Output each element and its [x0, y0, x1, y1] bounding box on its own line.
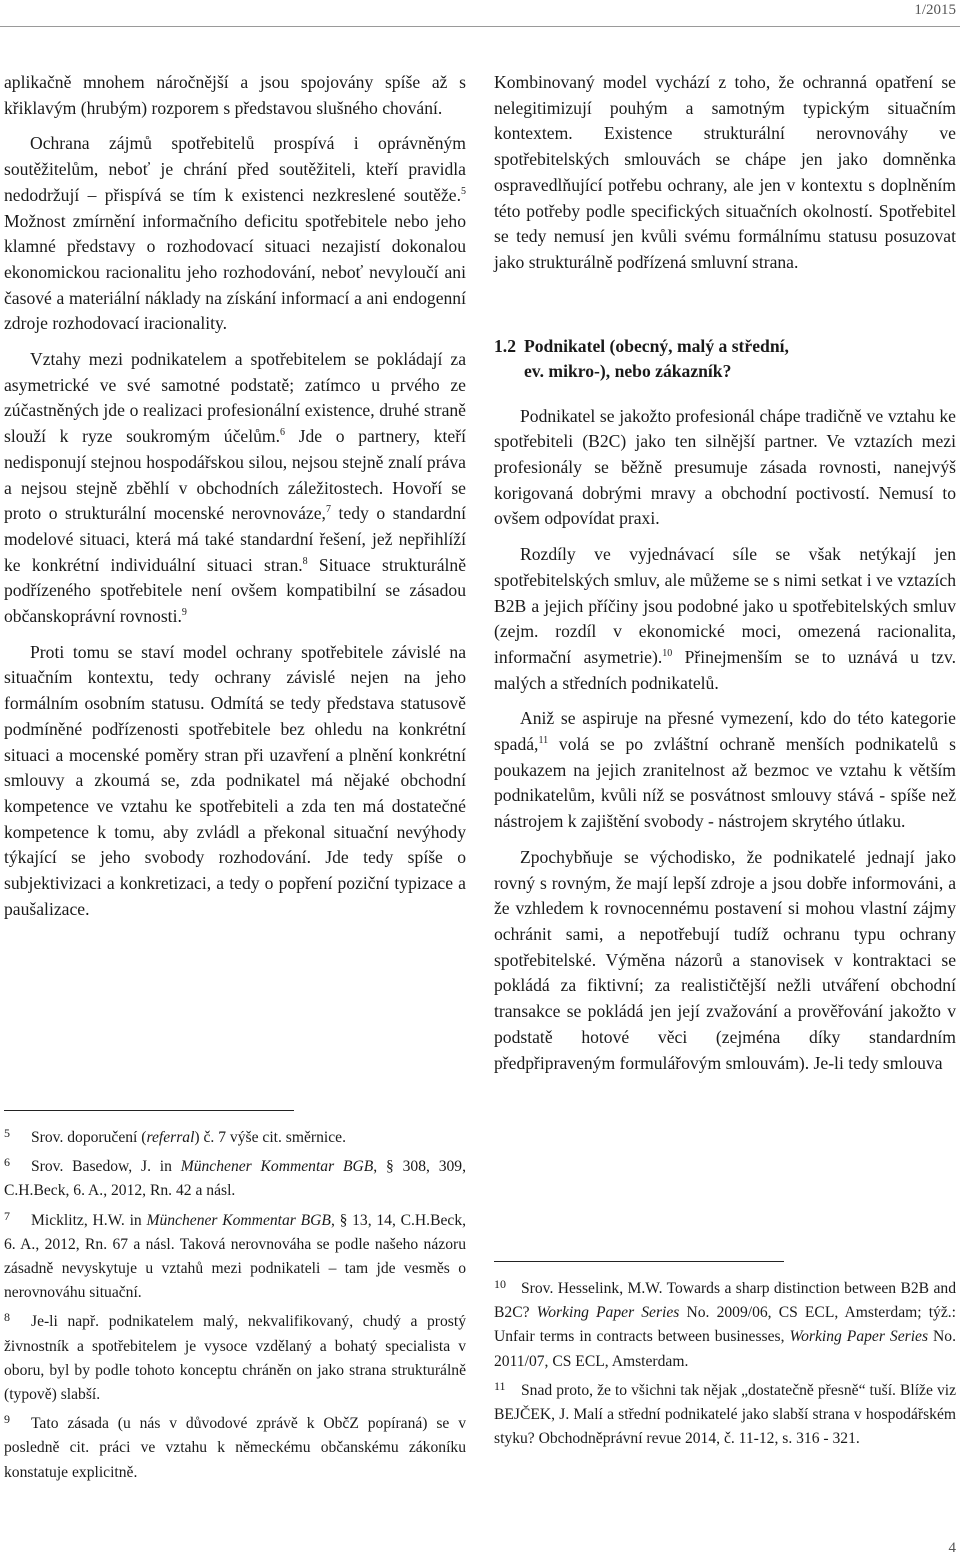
footnote-ref[interactable]: 11	[538, 735, 549, 747]
footnote-text: ) č. 7 výše cit. směrnice.	[194, 1129, 346, 1146]
header-rule	[0, 26, 960, 27]
paragraph-text: Proti tomu se staví model ochrany spotřebitele závislé na situačním kontextu, tedy ochrany závislé nejen na jeho formálním osobním statusu. Odmítá se tedy představa statusově podmíněné podřízenosti spotřebitele bez ohledu na konkrétní situaci a mocenské poměry stran při uzavření a plnění konkrétní smlouvy a zkoumá se, zda podnikatel má nějaké obchodní kompetence ve vztahu ke spotřebiteli a zda ten má dostatečné kompetence k tomu, aby zvládl a překonal situační nevýhody týkající se jeho svobody rozhodování. Jde tedy spíše o subjektivizaci a konkretizaci, a tedy o popření poziční typizace a paušalizace.	[4, 641, 466, 919]
paragraph-text: aplikačně mnohem náročnější a jsou spojovány spíše až s křiklavým (hrubým) rozporem s představou slušného chování.	[4, 72, 466, 118]
footnote-text: Working Paper Series	[536, 1304, 680, 1322]
issue-label: 1/2015	[914, 2, 956, 18]
footnote-text: Srov. doporučení (	[31, 1129, 147, 1146]
footnote	[4, 1121, 466, 1150]
footnote-text: No. 2011/07, CS ECL, Amsterdam.	[494, 1328, 956, 1370]
footnote-text: , § 308, 309, C.H.Beck, 6. A., 2012, Rn. 42 a násl.	[4, 1158, 466, 1200]
section-title-line1: Podnikatel (obecný, malý a střední,	[524, 335, 789, 356]
footnote-number: 7	[4, 1208, 10, 1223]
footnote-text: Srov. Basedow, J. in	[31, 1158, 181, 1176]
footnote	[4, 1305, 466, 1407]
footnote-number: 6	[4, 1155, 10, 1170]
paragraph	[4, 131, 466, 337]
section-heading	[494, 334, 956, 384]
right-column	[494, 70, 956, 1076]
paragraph	[494, 845, 956, 1076]
footnote	[494, 1272, 956, 1374]
paragraph-text: Rozdíly ve vyjednávací síle se však netýkají jen spotřebitelských smluv, ale můžeme se s nimi setkat i ve vztazích B2B a jejich příčiny jsou podobné jako u spotřebitelských smluv (zejm. rozdíl v ekonomické moci, omezená racionalita, informační asymetrie).	[494, 544, 956, 667]
paragraph	[494, 404, 956, 533]
footnote	[4, 1204, 466, 1306]
footnote-rule	[4, 1110, 294, 1111]
footnote-text: , § 13, 14, C.H.Beck, 6. A., 2012, Rn. 67 a násl. Taková nerovnováha se podle našeho názoru zásadně nevyskytuje u vztahů mezi podnikateli – tam jde vesměs o nerovnováhu situační.	[4, 1211, 467, 1302]
section-title-line2: ev. mikro-), nebo zákazník?	[524, 360, 732, 381]
footnote-text: Micklitz, H.W. in	[31, 1211, 147, 1229]
footnote-text: Je-li např. podnikatelem malý, nekvalifikovaný, chudý a prostý živnostník a spotřebitelem je vysoce vzdělaný a bohatý specialista v oboru, byl by podle tohoto konceptu chráněn on jako strana strukturálně (typově) slabší.	[4, 1313, 466, 1404]
paragraph-text: Situace strukturálně podřízeného spotřebitele není ovšem kompatibilní se zásadou občanskoprávní rovnosti.	[4, 554, 467, 627]
footnote-text: Working Paper Series	[789, 1328, 929, 1346]
section-number: 1.2	[494, 335, 516, 356]
paragraph	[494, 706, 956, 835]
paragraph: Kombinovaný model vychází z toho, že ochranná opatření se nelegitimizují pouhým a samotným typickým situačním kontextem. Existence strukturální nerovnováhy ve spotřebitelských smlouvách se chápe jen jako domněnka ospravedlňující potřebu ochrany, ale jen v kontextu s doplněním této potřeby podle specifických situačních okolností. Spotřebitel se tedy nemusí jen kvůli svému formálnímu statusu posuzovat jako strukturálně podřízená smluvní strana.	[494, 72, 956, 272]
footnote-ref[interactable]: 6	[279, 427, 285, 439]
paragraph	[4, 640, 466, 923]
footnote	[4, 1407, 466, 1485]
paragraph-text: tedy o standardní modelové situaci, která má také standardní řešení, jež nepřihlíží ke konkrétní individuální situaci stran.	[4, 503, 467, 575]
footnote-number: 5	[4, 1126, 10, 1140]
paragraph-text: Zpochybňuje se východisko, že podnikatelé jednají jako rovný s rovným, že mají lepší zdroje a jsou dobře informováni, a že vzhledem k rovnocennému postavení si mohou vlastní zájmy ochránit sami, a nepotřebují tudíž ochranu typu ochrany spotřebitelské. Výměna názorů a stanovisek v kontraktaci se pokládá za fiktivní; za realističtější nežli utváření obchodní transakce se pokládá jen její zvažování a prověřování jakožto v podstatě hotové věci (zejména díky standardním předpřipraveným formulářovým smlouvám). Je-li tedy smlouva	[494, 846, 956, 1073]
paragraph-text: Aniž se aspiruje na přesné vymezení, kdo do této kategorie spadá,	[494, 708, 956, 755]
paragraph-text: Vztahy mezi podnikatelem a spotřebitelem se pokládají za asymetrické ve své samotné podstatě; zatímco u prvého ze zúčastněných jde o realizaci profesionální existence, druhé straně slouží k ryze soukromým účelům.	[4, 349, 466, 447]
paragraph-text: volá se po zvláštní ochraně menších podnikatelů s poukazem na jejich zranitelnost až bezmoc ve vztahu k větším podnikatelům, kvůli níž se posvátnost smlouvy stává - spíše než nástrojem k zajištění svobody - nástrojem skrytého útlaku.	[494, 734, 956, 832]
footnote	[4, 1150, 466, 1203]
footnote-text: Tato zásada (u nás v důvodové zprávě k ObčZ popíraná) se v posledně cit. práci ve vztahu k německému občanskému zákoníku konstatuje explicitně.	[4, 1415, 466, 1481]
footnote-text: No. 2009/06, CS ECL, Amsterdam; týž.: Unfair terms in contracts between businesses,	[494, 1304, 956, 1346]
paragraph	[4, 70, 466, 121]
left-footnotes	[4, 1110, 466, 1485]
paragraph-text: Ochrana zájmů spotřebitelů prospívá i oprávněným soutěžitelům, neboť je chrání před soutěžiteli, kteří pravidla nedodržují – přispívá se tím k existenci nezkreslené soutěže.	[4, 133, 466, 205]
footnote-number: 9	[4, 1412, 10, 1427]
footnote-number: 10	[494, 1277, 506, 1291]
footnote-ref[interactable]: 5	[461, 185, 466, 197]
paragraph	[4, 347, 466, 630]
paragraph-text: Přinejmenším se to uznává u tzv. malých a středních podnikatelů.	[494, 646, 956, 693]
footnote-number: 11	[494, 1378, 506, 1393]
footnote-ref[interactable]: 8	[302, 555, 308, 567]
footnote-ref[interactable]: 10	[662, 648, 673, 660]
footnote-ref[interactable]: 9	[181, 607, 187, 619]
footnote-text: Münchener Kommentar BGB	[146, 1211, 331, 1229]
footnote-ref[interactable]: 7	[325, 504, 331, 516]
footnote-text: referral	[146, 1129, 195, 1146]
footnote	[494, 1374, 956, 1452]
paragraph-text: Jde o partnery, kteří nedisponují stejnou hospodářskou silou, nejsou stejně znalí práva a nejsou stejně zběhlí v obchodních záležitostech. Hovoří se proto o strukturální mocenské nerovnováze,	[4, 426, 466, 524]
footnote-rule	[494, 1261, 784, 1262]
left-column	[4, 70, 466, 923]
paragraph-text: Možnost zmírnění informačního deficitu spotřebitele nebo jeho klamné představy o rozhodovací situaci nezajistí dokonalou ekonomickou racionalitu jeho rozhodování, neboť nevyloučí ani časové a materiální náklady na získání informací a ani endogenní zdroje rozhodovací iracionality.	[4, 210, 466, 334]
page-number: 4	[948, 1540, 956, 1556]
footnote-number: 8	[4, 1310, 10, 1325]
paragraph	[494, 542, 956, 696]
paragraph-text: Podnikatel se jakožto profesionál chápe tradičně ve vztahu ke spotřebiteli (B2C) jako ten silnější partner. Ve vztazích mezi profesionály se běžně presumuje zásada rovnosti, nanejvýš korigovaná dobrými mravy a obchodní poctivostí. Nemusí to ovšem odpovídat praxi.	[494, 405, 956, 529]
right-footnotes	[494, 1261, 956, 1451]
footnote-text: Snad proto, že to všichni tak nějak „dostatečně přesně“ tuší. Blíže viz BEJČEK, J. Malí a střední podnikatelé jako slabší strana v hospodářském styku? Obchodněprávní revue 2014, č. 11-12, s. 316 - 321.	[494, 1381, 956, 1448]
footnote-text: Münchener Kommentar BGB	[180, 1158, 374, 1176]
footnote-text: Srov. Hesselink, M.W. Towards a sharp distinction between B2B and B2C?	[494, 1280, 956, 1322]
